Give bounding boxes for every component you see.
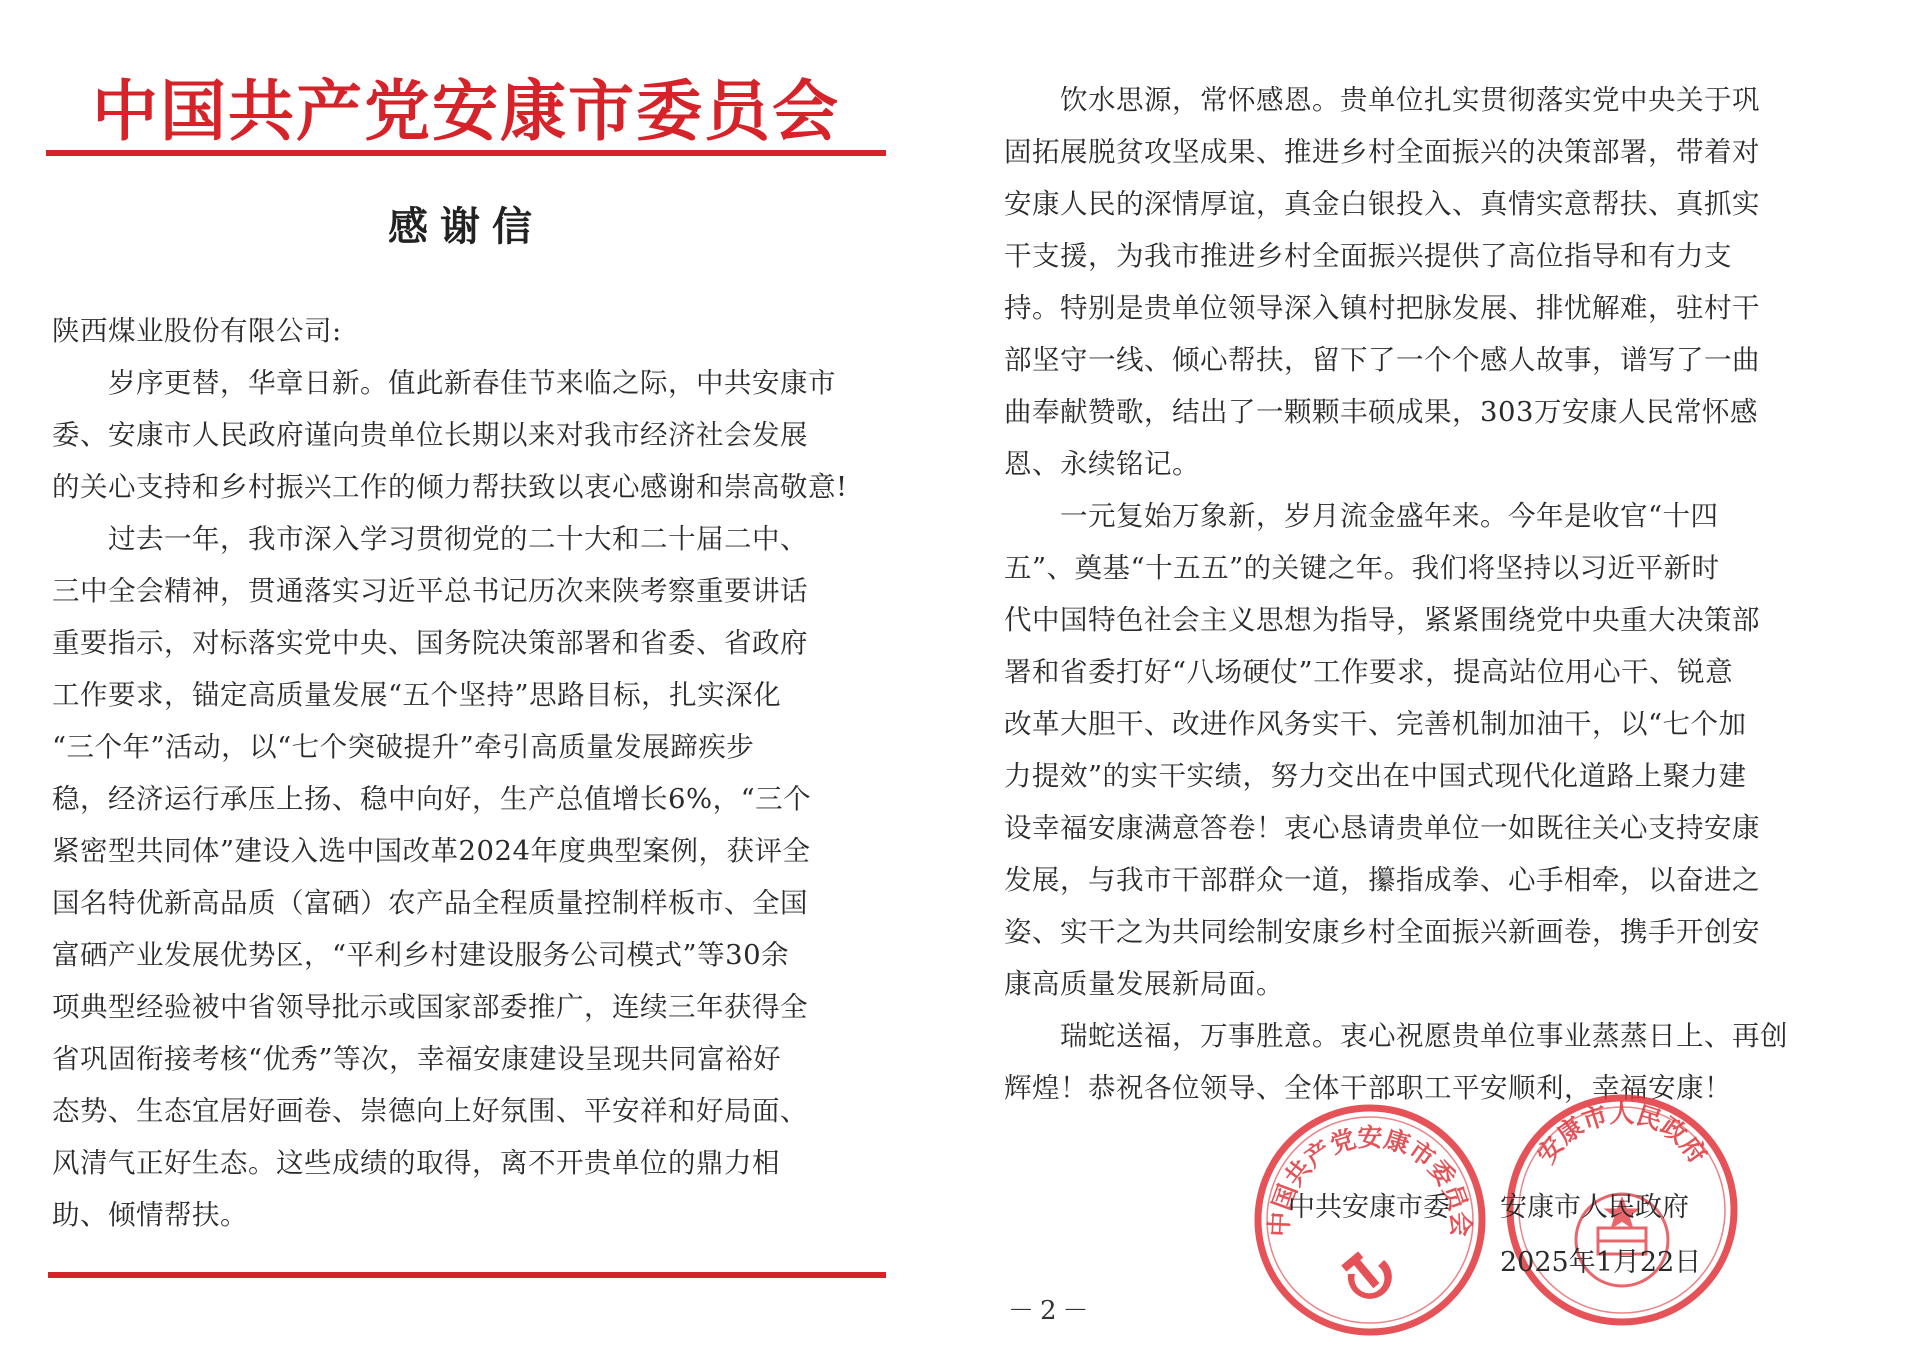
text-line: 署和省委打好“八场硬仗”工作要求，提高站位用心干、锐意	[1004, 656, 1734, 688]
text-line: 姿、实干之为共同绘制安康乡村全面振兴新画卷，携手开创安	[1004, 916, 1760, 948]
text-line: 国名特优新高品质（富硒）农产品全程质量控制样板市、全国	[52, 887, 808, 919]
text-line: 助、倾情帮扶。	[52, 1199, 248, 1231]
text-line: 干支援，为我市推进乡村全面振兴提供了高位指导和有力支	[1004, 240, 1732, 272]
text-line: 辉煌！恭祝各位领导、全体干部职工平安顺利，幸福安康！	[1004, 1072, 1732, 1104]
party-seal-text: 中国共产党安康市委员会	[1264, 1122, 1476, 1238]
right-page	[960, 0, 1920, 1371]
text-line: 省巩固衔接考核“优秀”等次，幸福安康建设呈现共同富裕好	[52, 1043, 782, 1075]
text-line: 项典型经验被中省领导批示或国家部委推广，连续三年获得全	[52, 991, 808, 1023]
text-line: 重要指示，对标落实党中央、国务院决策部署和省委、省政府	[52, 627, 808, 659]
text-line: 力提效”的实干实绩，努力交出在中国式现代化道路上聚力建	[1004, 760, 1747, 792]
text-line: “三个年”活动，以“七个突破提升”牵引高质量发展蹄疾步	[52, 731, 755, 763]
text-line: 一元复始万象新，岁月流金盛年来。今年是收官“十四	[1060, 500, 1719, 532]
text-line: 改革大胆干、改进作风务实干、完善机制加油干，以“七个加	[1004, 708, 1747, 740]
text-line: 持。特别是贵单位领导深入镇村把脉发展、排忧解难，驻村干	[1004, 292, 1760, 324]
salutation: 陕西煤业股份有限公司:	[52, 315, 342, 347]
signatory-government: 安康市人民政府	[1500, 1192, 1689, 1223]
text-line: 态势、生态宜居好画卷、崇德向上好氛围、平安祥和好局面、	[52, 1095, 808, 1127]
text-line: 富硒产业发展优势区，“平利乡村建设服务公司模式”等30余	[52, 939, 790, 971]
letter-title: 感谢信	[388, 203, 544, 250]
text-line: 稳，经济运行承压上扬、稳中向好，生产总值增长6%，“三个	[52, 783, 812, 815]
text-line: 工作要求，锚定高质量发展“五个坚持”思路目标，扎实深化	[52, 679, 782, 711]
text-line: 代中国特色社会主义思想为指导，紧紧围绕党中央重大决策部	[1004, 604, 1760, 636]
text-line: 三中全会精神，贯通落实习近平总书记历次来陕考察重要讲话	[52, 575, 808, 607]
text-line: 固拓展脱贫攻坚成果、推进乡村全面振兴的决策部署，带着对	[1004, 136, 1760, 168]
svg-text:安康市人民政府	[1531, 1099, 1712, 1168]
text-line: 部坚守一线、倾心帮扶，留下了一个个感人故事，谱写了一曲	[1004, 344, 1760, 376]
bottom-red-rule	[48, 1272, 886, 1278]
text-line: 恩、永续铭记。	[1004, 448, 1200, 480]
text-line: 设幸福安康满意答卷！衷心恳请贵单位一如既往关心支持安康	[1004, 812, 1760, 844]
text-line: 饮水思源，常怀感恩。贵单位扎实贯彻落实党中央关于巩	[1060, 84, 1760, 116]
text-line: 曲奉献赞歌，结出了一颗颗丰硕成果，303万安康人民常怀感	[1004, 396, 1758, 428]
left-body-text	[52, 305, 888, 1241]
text-line: 发展，与我市干部群众一道，攥指成拳、心手相牵，以奋进之	[1004, 864, 1760, 896]
government-seal-text: 安康市人民政府	[1531, 1099, 1713, 1169]
text-line: 紧密型共同体”建设入选中国改革2024年度典型案例，获评全	[52, 835, 811, 867]
text-line: 的关心支持和乡村振兴工作的倾力帮扶致以衷心感谢和崇高敬意!	[52, 471, 848, 503]
text-line: 瑞蛇送福，万事胜意。衷心祝愿贵单位事业蒸蒸日上、再创	[1060, 1020, 1788, 1052]
hammer-sickle-icon	[1341, 1251, 1392, 1298]
text-line: 康高质量发展新局面。	[1004, 968, 1284, 1000]
top-red-rule	[46, 150, 886, 156]
page-number: －2－	[1008, 1296, 1095, 1326]
text-line: 安康人民的深情厚谊，真金白银投入、真情实意帮扶、真抓实	[1004, 188, 1760, 220]
text-line: 委、安康市人民政府谨向贵单位长期以来对我市经济社会发展	[52, 419, 808, 451]
signing-date: 2025年1月22日	[1500, 1247, 1702, 1278]
masthead-title: 中国共产党安康市委员会	[92, 72, 840, 150]
text-line: 过去一年，我市深入学习贯彻党的二十大和二十届二中、	[108, 523, 808, 555]
text-line: 岁序更替，华章日新。值此新春佳节来临之际，中共安康市	[108, 367, 836, 399]
text-line: 风清气正好生态。这些成绩的取得，离不开贵单位的鼎力相	[52, 1147, 780, 1179]
text-line: 五”、奠基“十五五”的关键之年。我们将坚持以习近平新时	[1004, 552, 1720, 584]
right-body-text	[1004, 74, 1866, 1114]
signatory-party: 中共安康市委	[1288, 1192, 1450, 1223]
